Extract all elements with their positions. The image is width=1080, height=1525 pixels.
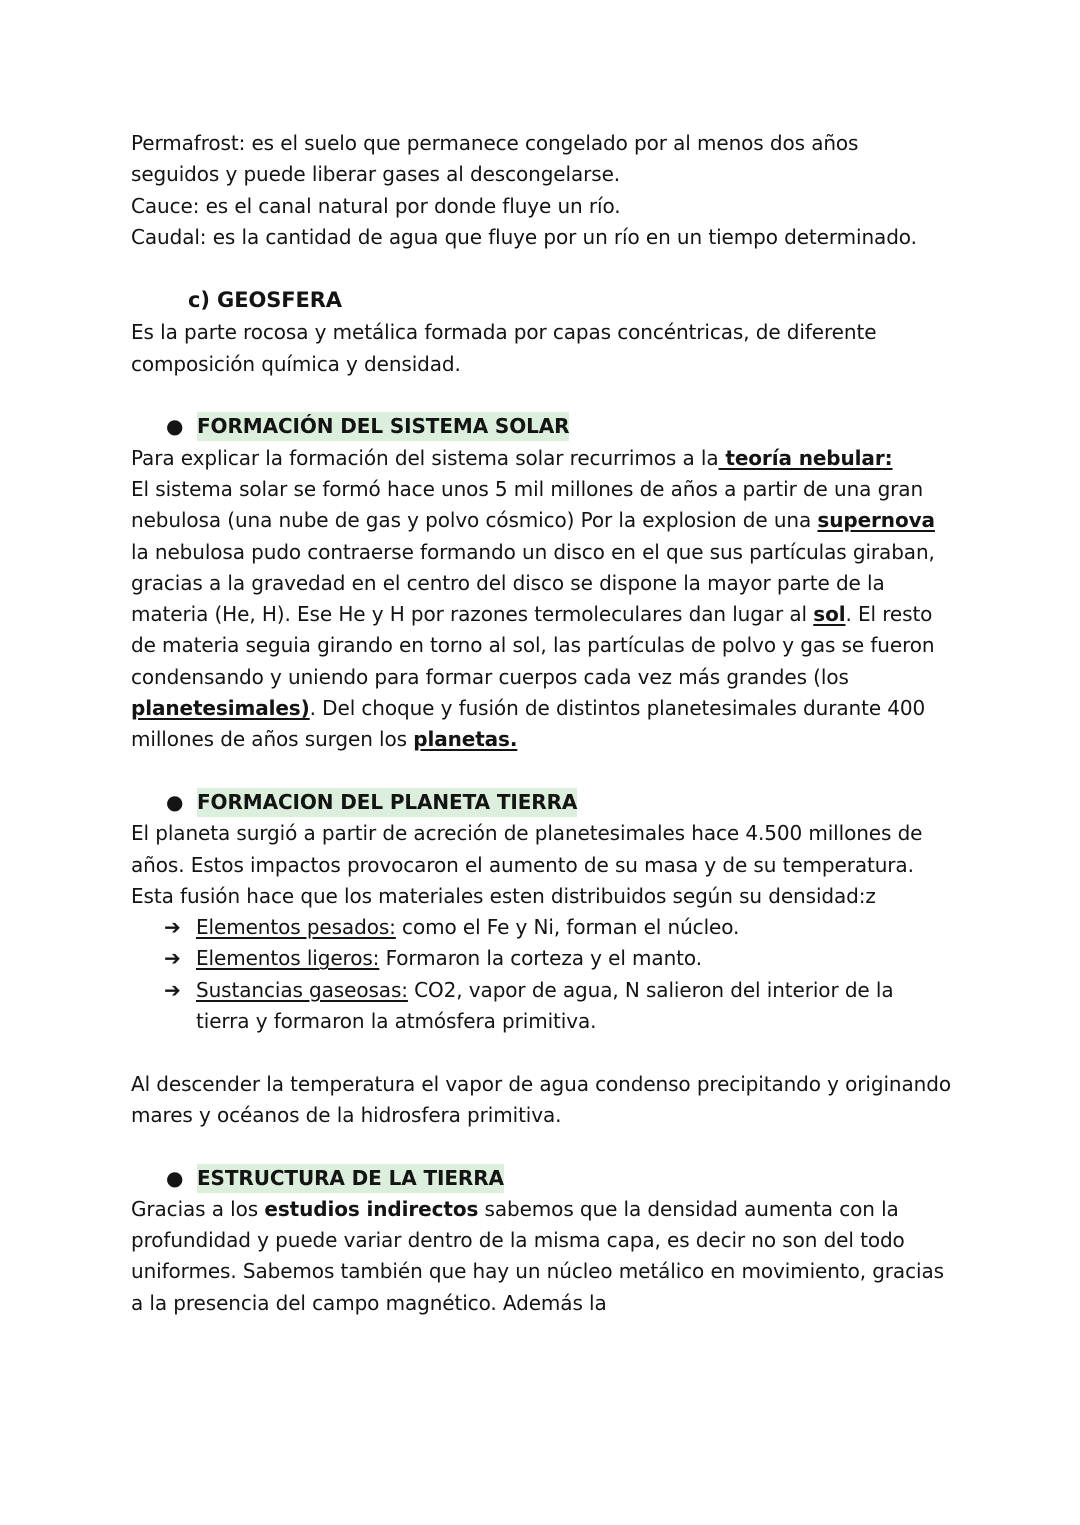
cauce-definition: Cauce: es el canal natural por donde fluye un río. xyxy=(131,193,621,218)
planeta-tierra-text: El planeta surgió a partir de acreción de planetesimales hace 4.500 millones de años. Estos impactos provocaron el aumento de su masa y de su temperatura. Esta fusión hace que los materiales esten distribuidos según su densidad:z xyxy=(131,821,923,908)
keyword-supernova: supernova xyxy=(817,508,935,533)
spacer xyxy=(131,1131,951,1162)
sistema-solar-paragraph xyxy=(131,474,951,756)
sistema-solar-heading-text: FORMACIÓN DEL SISTEMA SOLAR xyxy=(197,412,569,441)
arrow-icon: ➔ xyxy=(164,915,181,940)
geosfera-heading: c) GEOSFERA xyxy=(188,288,342,313)
list-item-label: Elementos ligeros: xyxy=(196,946,380,971)
arrow-icon: ➔ xyxy=(164,977,181,1002)
elements-list xyxy=(131,912,951,1037)
bullet-dot: ● xyxy=(166,1165,184,1190)
estructura-heading-text: ESTRUCTURA DE LA TIERRA xyxy=(197,1164,504,1193)
spacer xyxy=(131,1037,951,1068)
keyword-sol: sol xyxy=(813,602,846,627)
hidrosfera-text: Al descender la temperatura el vapor de agua condenso precipitando y originando mares y océanos de la hidrosfera primitiva. xyxy=(131,1071,951,1127)
text-run: sabemos que la densidad aumenta con la profundidad y puede variar dentro de la misma capa, es decir no son del todo uniformes. Sabemos también que hay un núcleo metálico en movimiento, gracias a la presencia del campo magnético. Además la xyxy=(131,1196,944,1315)
keyword-planetas: planetas. xyxy=(413,727,518,752)
sistema-solar-intro xyxy=(131,443,951,474)
keyword-teoria-nebular: teoría nebular: xyxy=(718,445,893,470)
arrow-icon: ➔ xyxy=(164,946,181,971)
text-run: . Del choque y fusión de distintos planetesimales durante 400 millones de años surgen los xyxy=(131,696,926,752)
list-item-text: como el Fe y Ni, forman el núcleo. xyxy=(395,915,740,940)
sistema-solar-heading xyxy=(164,411,951,442)
list-item xyxy=(131,975,951,1038)
spacer xyxy=(131,756,951,787)
list-item-text: Formaron la corteza y el manto. xyxy=(379,946,702,971)
caudal-definition: Caudal: es la cantidad de agua que fluye por un río en un tiempo determinado. xyxy=(131,224,917,249)
text-run: El sistema solar se formó hace unos 5 mil millones de años a partir de una gran nebulosa (una nube de gas y polvo cósmico) Por la explosion de una xyxy=(131,476,924,533)
text-run: Para explicar la formación del sistema solar recurrimos a la xyxy=(131,445,719,470)
spacer xyxy=(131,380,951,411)
estructura-paragraph xyxy=(131,1194,951,1319)
list-item xyxy=(131,943,951,974)
list-item-text: CO2, vapor de agua, N salieron del interior de la tierra y formaron la atmósfera primitiva. xyxy=(196,977,894,1034)
text-run: . El resto de materia seguia girando en torno al sol, las partículas de polvo y gas se fueron condensando y uniendo para formar cuerpos cada vez más grandes (los xyxy=(131,602,935,689)
list-item-label: Elementos pesados: xyxy=(196,915,396,940)
text-run: la nebulosa pudo contraerse formando un disco en el que sus partículas giraban, gracias a la gravedad en el centro del disco se dispone la mayor parte de la materia (He, H). Ese He y H por razones termoleculares dan lugar al xyxy=(131,539,935,627)
text-run: Gracias a los xyxy=(131,1196,265,1221)
permafrost-definition: Permafrost: es el suelo que permanece congelado por al menos dos años seguidos y puede liberar gases al descongelarse. xyxy=(131,131,859,187)
list-item xyxy=(131,912,951,943)
keyword-planetesimales: planetesimales) xyxy=(131,696,310,721)
planeta-tierra-heading-text: FORMACION DEL PLANETA TIERRA xyxy=(197,788,577,817)
estructura-heading xyxy=(164,1163,951,1194)
document-body xyxy=(131,128,951,1319)
geosfera-text: Es la parte rocosa y metálica formada por capas concéntricas, de diferente composición química y densidad. xyxy=(131,320,877,376)
spacer xyxy=(131,253,951,284)
bullet-dot: ● xyxy=(166,414,184,439)
list-item-label: Sustancias gaseosas: xyxy=(196,977,408,1002)
keyword-estudios-indirectos: estudios indirectos xyxy=(264,1196,479,1221)
bullet-dot: ● xyxy=(166,789,184,814)
planeta-tierra-heading xyxy=(164,787,951,818)
